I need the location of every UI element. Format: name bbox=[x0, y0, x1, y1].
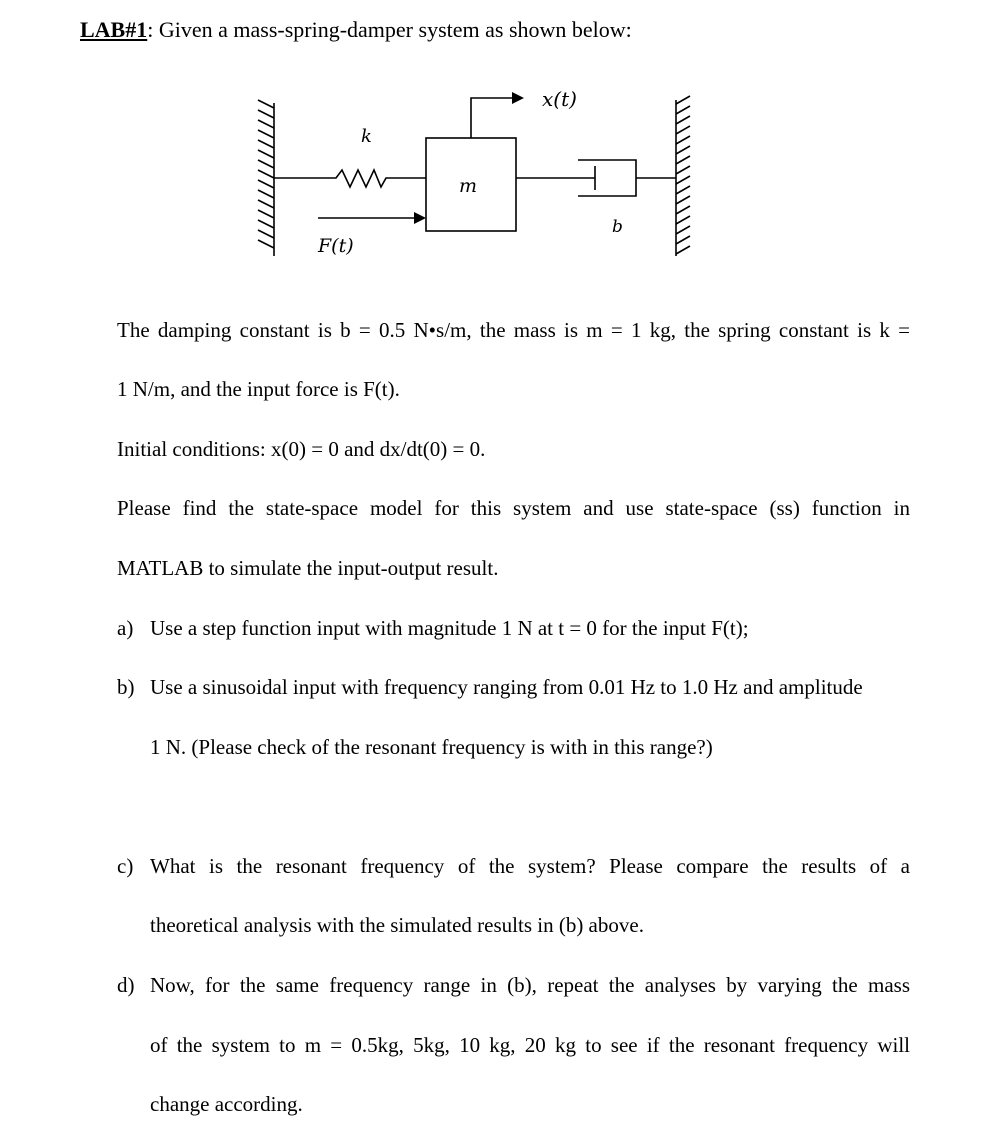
displacement-arrowhead bbox=[512, 92, 524, 104]
task-line-1: Please find the state-space model for this system and use state-space (ss) function in bbox=[117, 496, 910, 520]
params-line-1: The damping constant is b = 0.5 N•s/m, the mass is m = 1 kg, the spring constant is k = bbox=[117, 318, 910, 342]
initial-conditions: Initial conditions: x(0) = 0 and dx/dt(0) = 0. bbox=[117, 437, 486, 461]
item-d-label: d) bbox=[117, 973, 135, 997]
item-b-label: b) bbox=[117, 675, 135, 699]
left-wall-hatch bbox=[258, 100, 274, 248]
label-m: m bbox=[459, 175, 478, 197]
lab-heading: LAB#1 bbox=[80, 17, 148, 42]
item-c-text-2: theoretical analysis with the simulated results in (b) above. bbox=[150, 913, 644, 937]
item-b-text-2: 1 N. (Please check of the resonant frequency is with in this range?) bbox=[150, 735, 713, 759]
displacement-arrow bbox=[471, 98, 512, 138]
item-d-text-3: change according. bbox=[150, 1092, 303, 1116]
damper bbox=[516, 160, 676, 196]
mass-spring-damper-diagram bbox=[0, 0, 984, 300]
item-c-text-1: What is the resonant frequency of the system? Please compare the results of a bbox=[150, 854, 910, 878]
item-a-text: Use a step function input with magnitude 1 N at t = 0 for the input F(t); bbox=[150, 616, 749, 640]
label-f: F(t) bbox=[318, 235, 354, 257]
item-d-text-2: of the system to m = 0.5kg, 5kg, 10 kg, 20 kg to see if the resonant frequency will bbox=[150, 1033, 910, 1057]
label-k: k bbox=[361, 126, 372, 147]
title-text: : Given a mass-spring-damper system as shown below: bbox=[147, 17, 632, 42]
item-a-label: a) bbox=[117, 616, 134, 640]
item-b bbox=[117, 673, 910, 701]
label-b: b bbox=[612, 217, 623, 237]
item-b-text-1: Use a sinusoidal input with frequency ranging from 0.01 Hz to 1.0 Hz and amplitude bbox=[150, 675, 863, 699]
params-line-2: 1 N/m, and the input force is F(t). bbox=[117, 377, 400, 401]
item-d-text-1: Now, for the same frequency range in (b), repeat the analyses by varying the mass bbox=[150, 973, 910, 997]
spring bbox=[274, 170, 426, 187]
item-d bbox=[117, 971, 910, 999]
item-c bbox=[117, 852, 910, 880]
item-c-label: c) bbox=[117, 854, 134, 878]
label-x: x(t) bbox=[542, 87, 577, 111]
item-a bbox=[117, 614, 910, 642]
task-line-2: MATLAB to simulate the input-output result. bbox=[117, 556, 499, 580]
right-wall-hatch bbox=[676, 96, 690, 254]
force-arrowhead bbox=[414, 212, 426, 224]
